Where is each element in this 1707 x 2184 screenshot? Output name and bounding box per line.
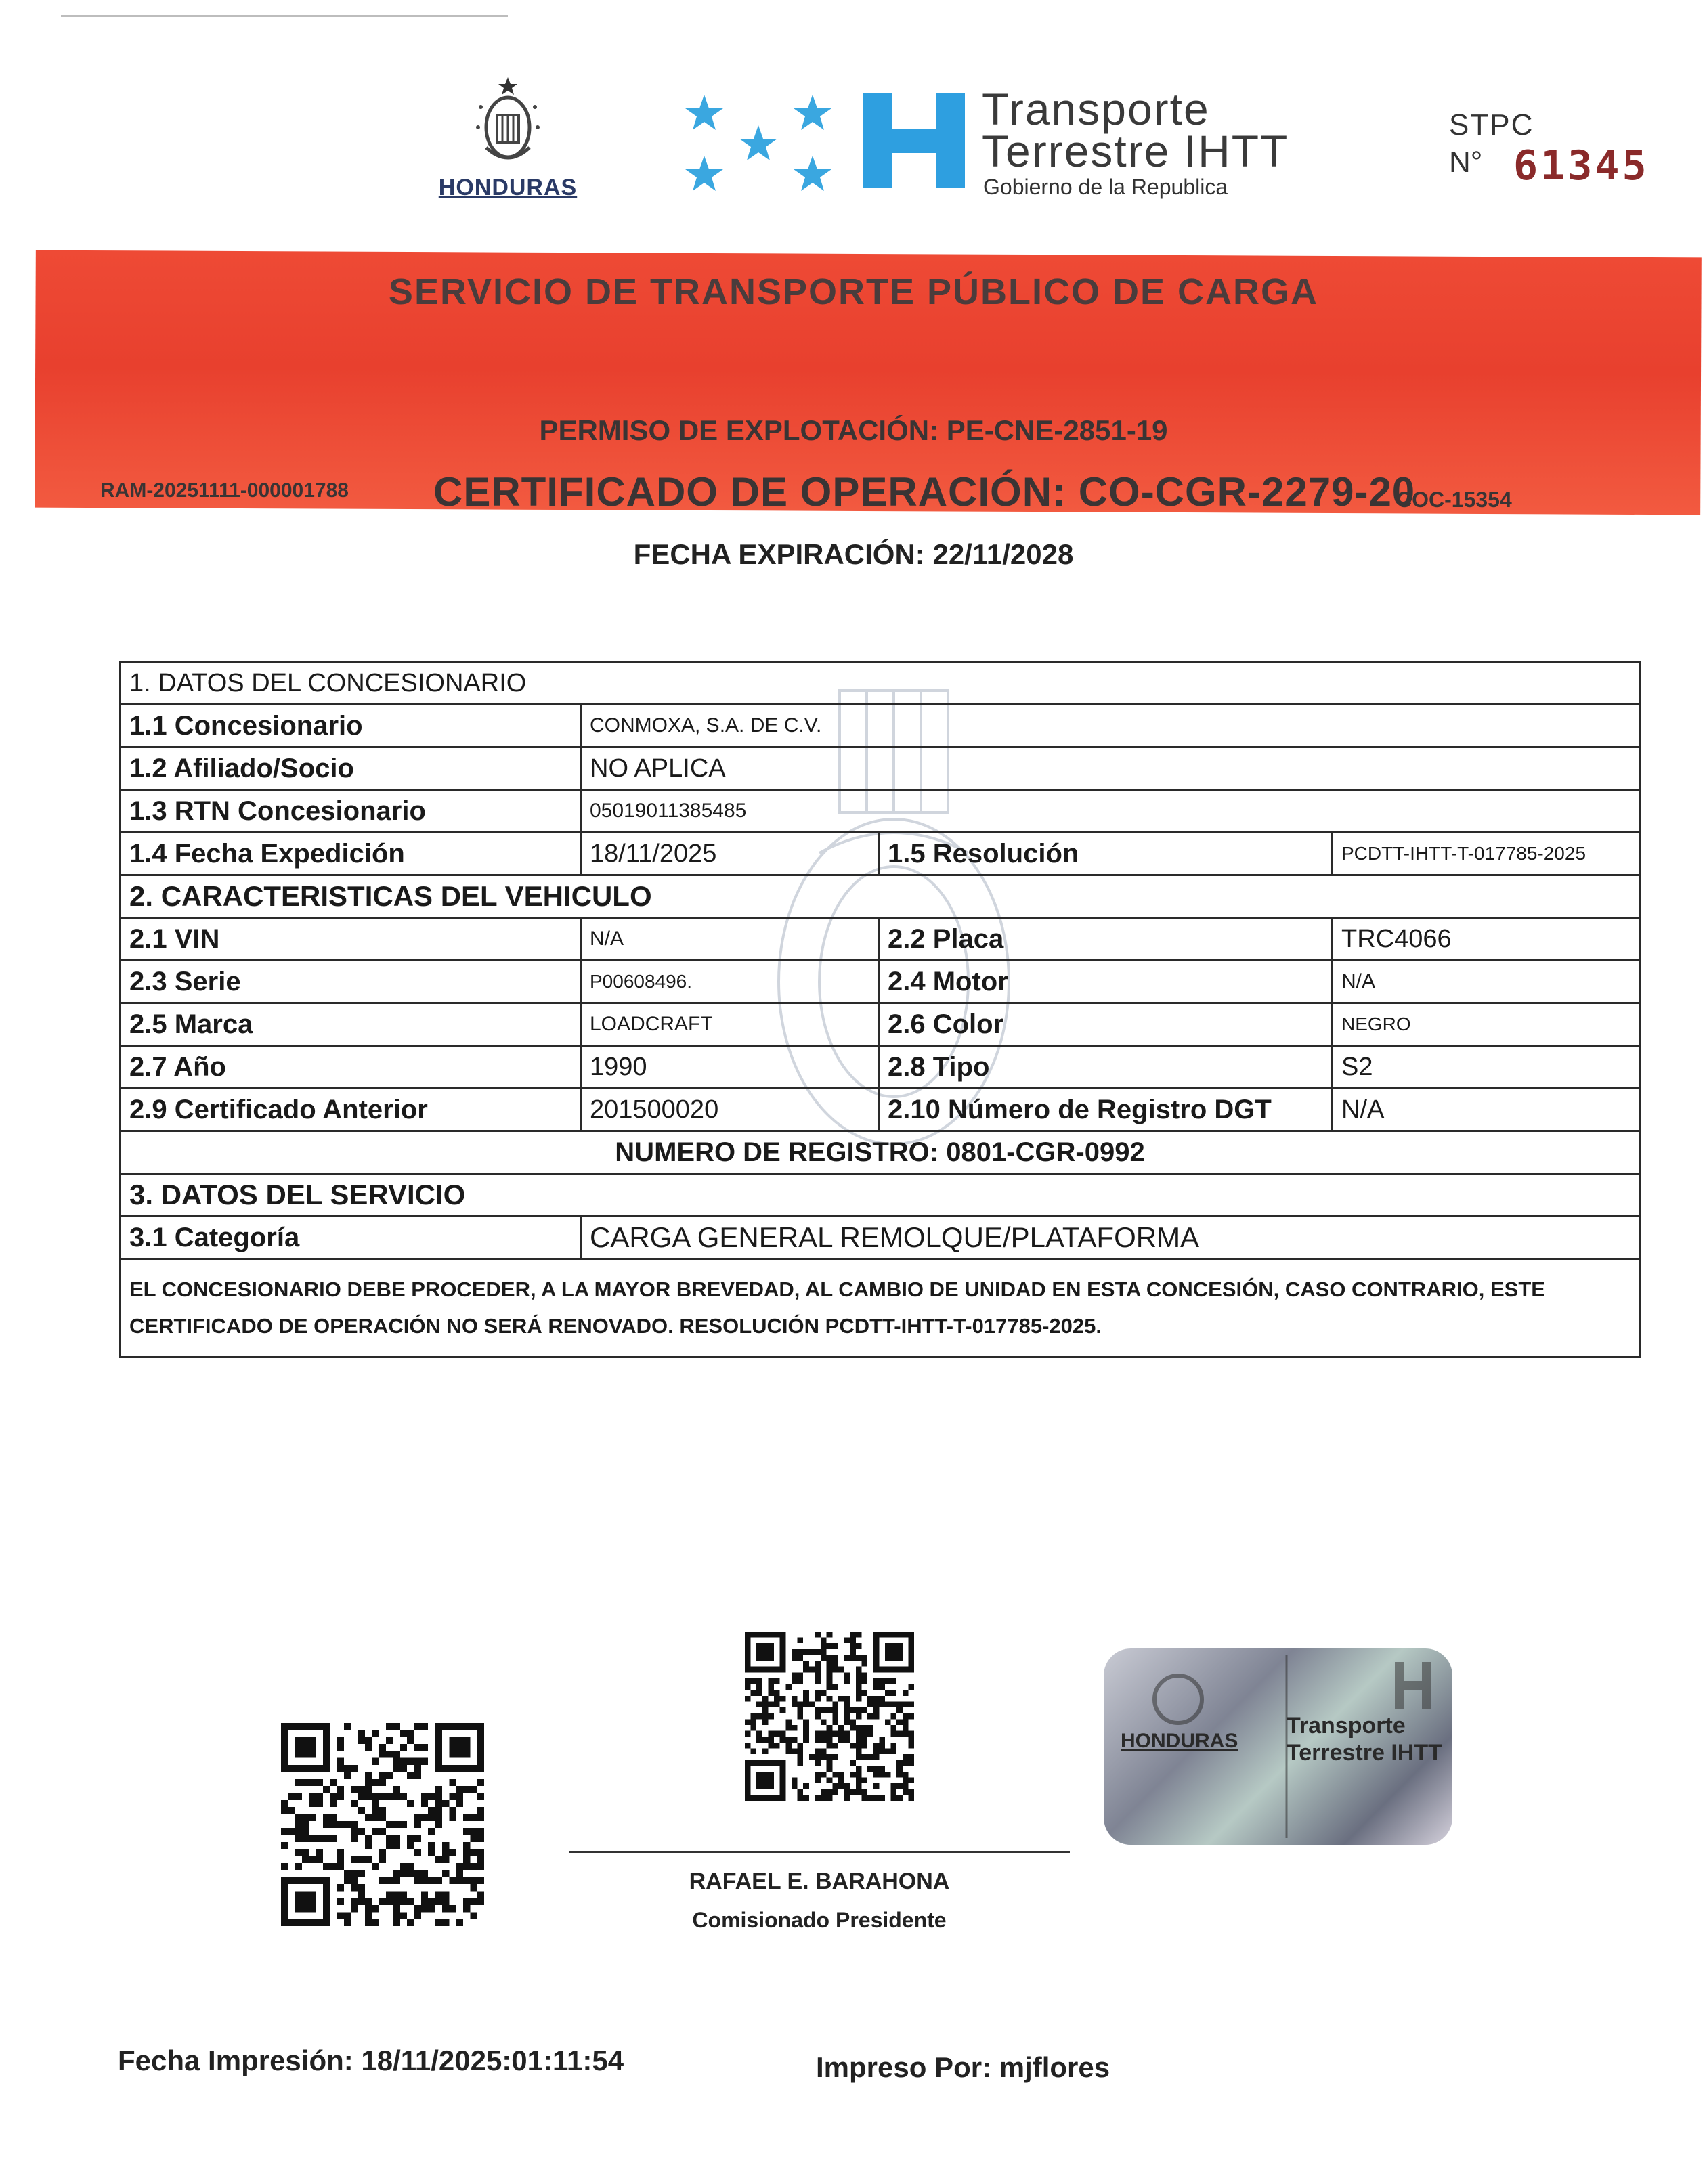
vin-value: N/A <box>581 918 879 961</box>
table-row <box>121 833 1640 875</box>
serial-number: 61345 <box>1513 142 1649 190</box>
vin-label: 2.1 VIN <box>121 918 581 961</box>
table-row <box>121 1089 1640 1131</box>
fecha-expedicion-label: 1.4 Fecha Expedición <box>121 833 581 875</box>
registro-dgt-value: N/A <box>1333 1089 1640 1131</box>
qr-code-left[interactable] <box>281 1723 484 1926</box>
tipo-label: 2.8 Tipo <box>879 1046 1333 1089</box>
honduras-coat-of-arms <box>427 73 589 212</box>
qr-code-center[interactable] <box>745 1632 914 1801</box>
table-row <box>121 1217 1640 1259</box>
rtn-value: 05019011385485 <box>581 790 1640 833</box>
section-row <box>121 1174 1640 1217</box>
hologram-line1: Transporte <box>1287 1713 1406 1739</box>
number-label: N° <box>1449 146 1483 179</box>
section-2-heading: 2. CARACTERISTICAS DEL VEHICULO <box>121 875 1640 918</box>
stpc-label: STPC <box>1449 108 1534 141</box>
section-row <box>121 662 1640 705</box>
document-title: SERVICIO DE TRANSPORTE PÚBLICO DE CARGA <box>388 271 1319 312</box>
placa-label: 2.2 Placa <box>879 918 1333 961</box>
serie-label: 2.3 Serie <box>121 961 581 1003</box>
table-row <box>121 1259 1640 1357</box>
fecha-impresion: Fecha Impresión: 18/11/2025:01:11:54 <box>118 2045 624 2076</box>
signer-name: RAFAEL E. BARAHONA <box>689 1869 950 1894</box>
color-value: NEGRO <box>1333 1003 1640 1046</box>
ram-code: RAM-20251111-000001788 <box>100 479 349 502</box>
anio-value: 1990 <box>581 1046 879 1089</box>
marca-label: 2.5 Marca <box>121 1003 581 1046</box>
motor-value: N/A <box>1333 961 1640 1003</box>
permiso-explotacion: PERMISO DE EXPLOTACIÓN: PE-CNE-2851-19 <box>539 414 1168 446</box>
certificado-anterior-value: 201500020 <box>581 1089 879 1131</box>
signer-role: Comisionado Presidente <box>692 1908 947 1932</box>
top-rule <box>61 15 508 17</box>
certificado-operacion: CERTIFICADO DE OPERACIÓN: CO-CGR-2279-20 <box>433 469 1416 515</box>
renewal-notice: EL CONCESIONARIO DEBE PROCEDER, A LA MAYOR BREVEDAD, AL CAMBIO DE UNIDAD EN ESTA CONCESIÓN, CASO CONTRARIO, ESTE CERTIFICADO DE OPERACIÓN NO SERÁ RENOVADO. RESOLUCIÓN PCDTT-IHTT-T-017785-2025. <box>121 1259 1640 1357</box>
certificado-anterior-label: 2.9 Certificado Anterior <box>121 1089 581 1131</box>
certificate-table <box>119 661 1639 1358</box>
section-3-heading: 3. DATOS DEL SERVICIO <box>121 1174 1640 1217</box>
coat-of-arms-icon <box>467 73 548 175</box>
ihtt-h-icon <box>863 93 965 188</box>
fecha-expedicion-value: 18/11/2025 <box>581 833 879 875</box>
serie-value: P00608496. <box>581 961 879 1003</box>
rtn-label: 1.3 RTN Concesionario <box>121 790 581 833</box>
resolucion-label: 1.5 Resolución <box>879 833 1333 875</box>
afiliado-value: NO APLICA <box>581 747 1640 790</box>
registro-dgt-label: 2.10 Número de Registro DGT <box>879 1089 1333 1131</box>
coc-code: COC-15354 <box>1396 487 1512 512</box>
impreso-por: Impreso Por: mjflores <box>816 2051 1110 2083</box>
section-1-heading: 1. DATOS DEL CONCESIONARIO <box>121 662 1640 705</box>
concesionario-label: 1.1 Concesionario <box>121 705 581 747</box>
afiliado-label: 1.2 Afiliado/Socio <box>121 747 581 790</box>
marca-value: LOADCRAFT <box>581 1003 879 1046</box>
hologram-line2: Terrestre IHTT <box>1287 1740 1442 1766</box>
categoria-label: 3.1 Categoría <box>121 1217 581 1259</box>
categoria-value: CARGA GENERAL REMOLQUE/PLATAFORMA <box>581 1217 1640 1259</box>
numero-registro: NUMERO DE REGISTRO: 0801-CGR-0992 <box>121 1131 1640 1174</box>
table-row <box>121 790 1640 833</box>
fecha-expiracion: FECHA EXPIRACIÓN: 22/11/2028 <box>633 538 1074 570</box>
ihtt-title-line1: Transporte <box>982 84 1210 134</box>
table-row <box>121 961 1640 1003</box>
table-row <box>121 1003 1640 1046</box>
tipo-value: S2 <box>1333 1046 1640 1089</box>
table-row <box>121 1131 1640 1174</box>
motor-label: 2.4 Motor <box>879 961 1333 1003</box>
table-row <box>121 747 1640 790</box>
concesionario-value: CONMOXA, S.A. DE C.V. <box>581 705 1640 747</box>
resolucion-value: PCDTT-IHTT-T-017785-2025 <box>1333 833 1640 875</box>
table-row <box>121 918 1640 961</box>
five-stars-icon <box>684 95 846 196</box>
placa-value: TRC4066 <box>1333 918 1640 961</box>
hologram-country: HONDURAS <box>1121 1730 1238 1752</box>
signature-line <box>569 1851 1070 1853</box>
color-label: 2.6 Color <box>879 1003 1333 1046</box>
section-row <box>121 875 1640 918</box>
ihtt-title-line2: Terrestre IHTT <box>982 126 1289 176</box>
ihtt-subtitle: Gobierno de la Republica <box>983 175 1228 199</box>
table-row <box>121 705 1640 747</box>
table-row <box>121 1046 1640 1089</box>
honduras-label: HONDURAS <box>438 175 578 200</box>
anio-label: 2.7 Año <box>121 1046 581 1089</box>
